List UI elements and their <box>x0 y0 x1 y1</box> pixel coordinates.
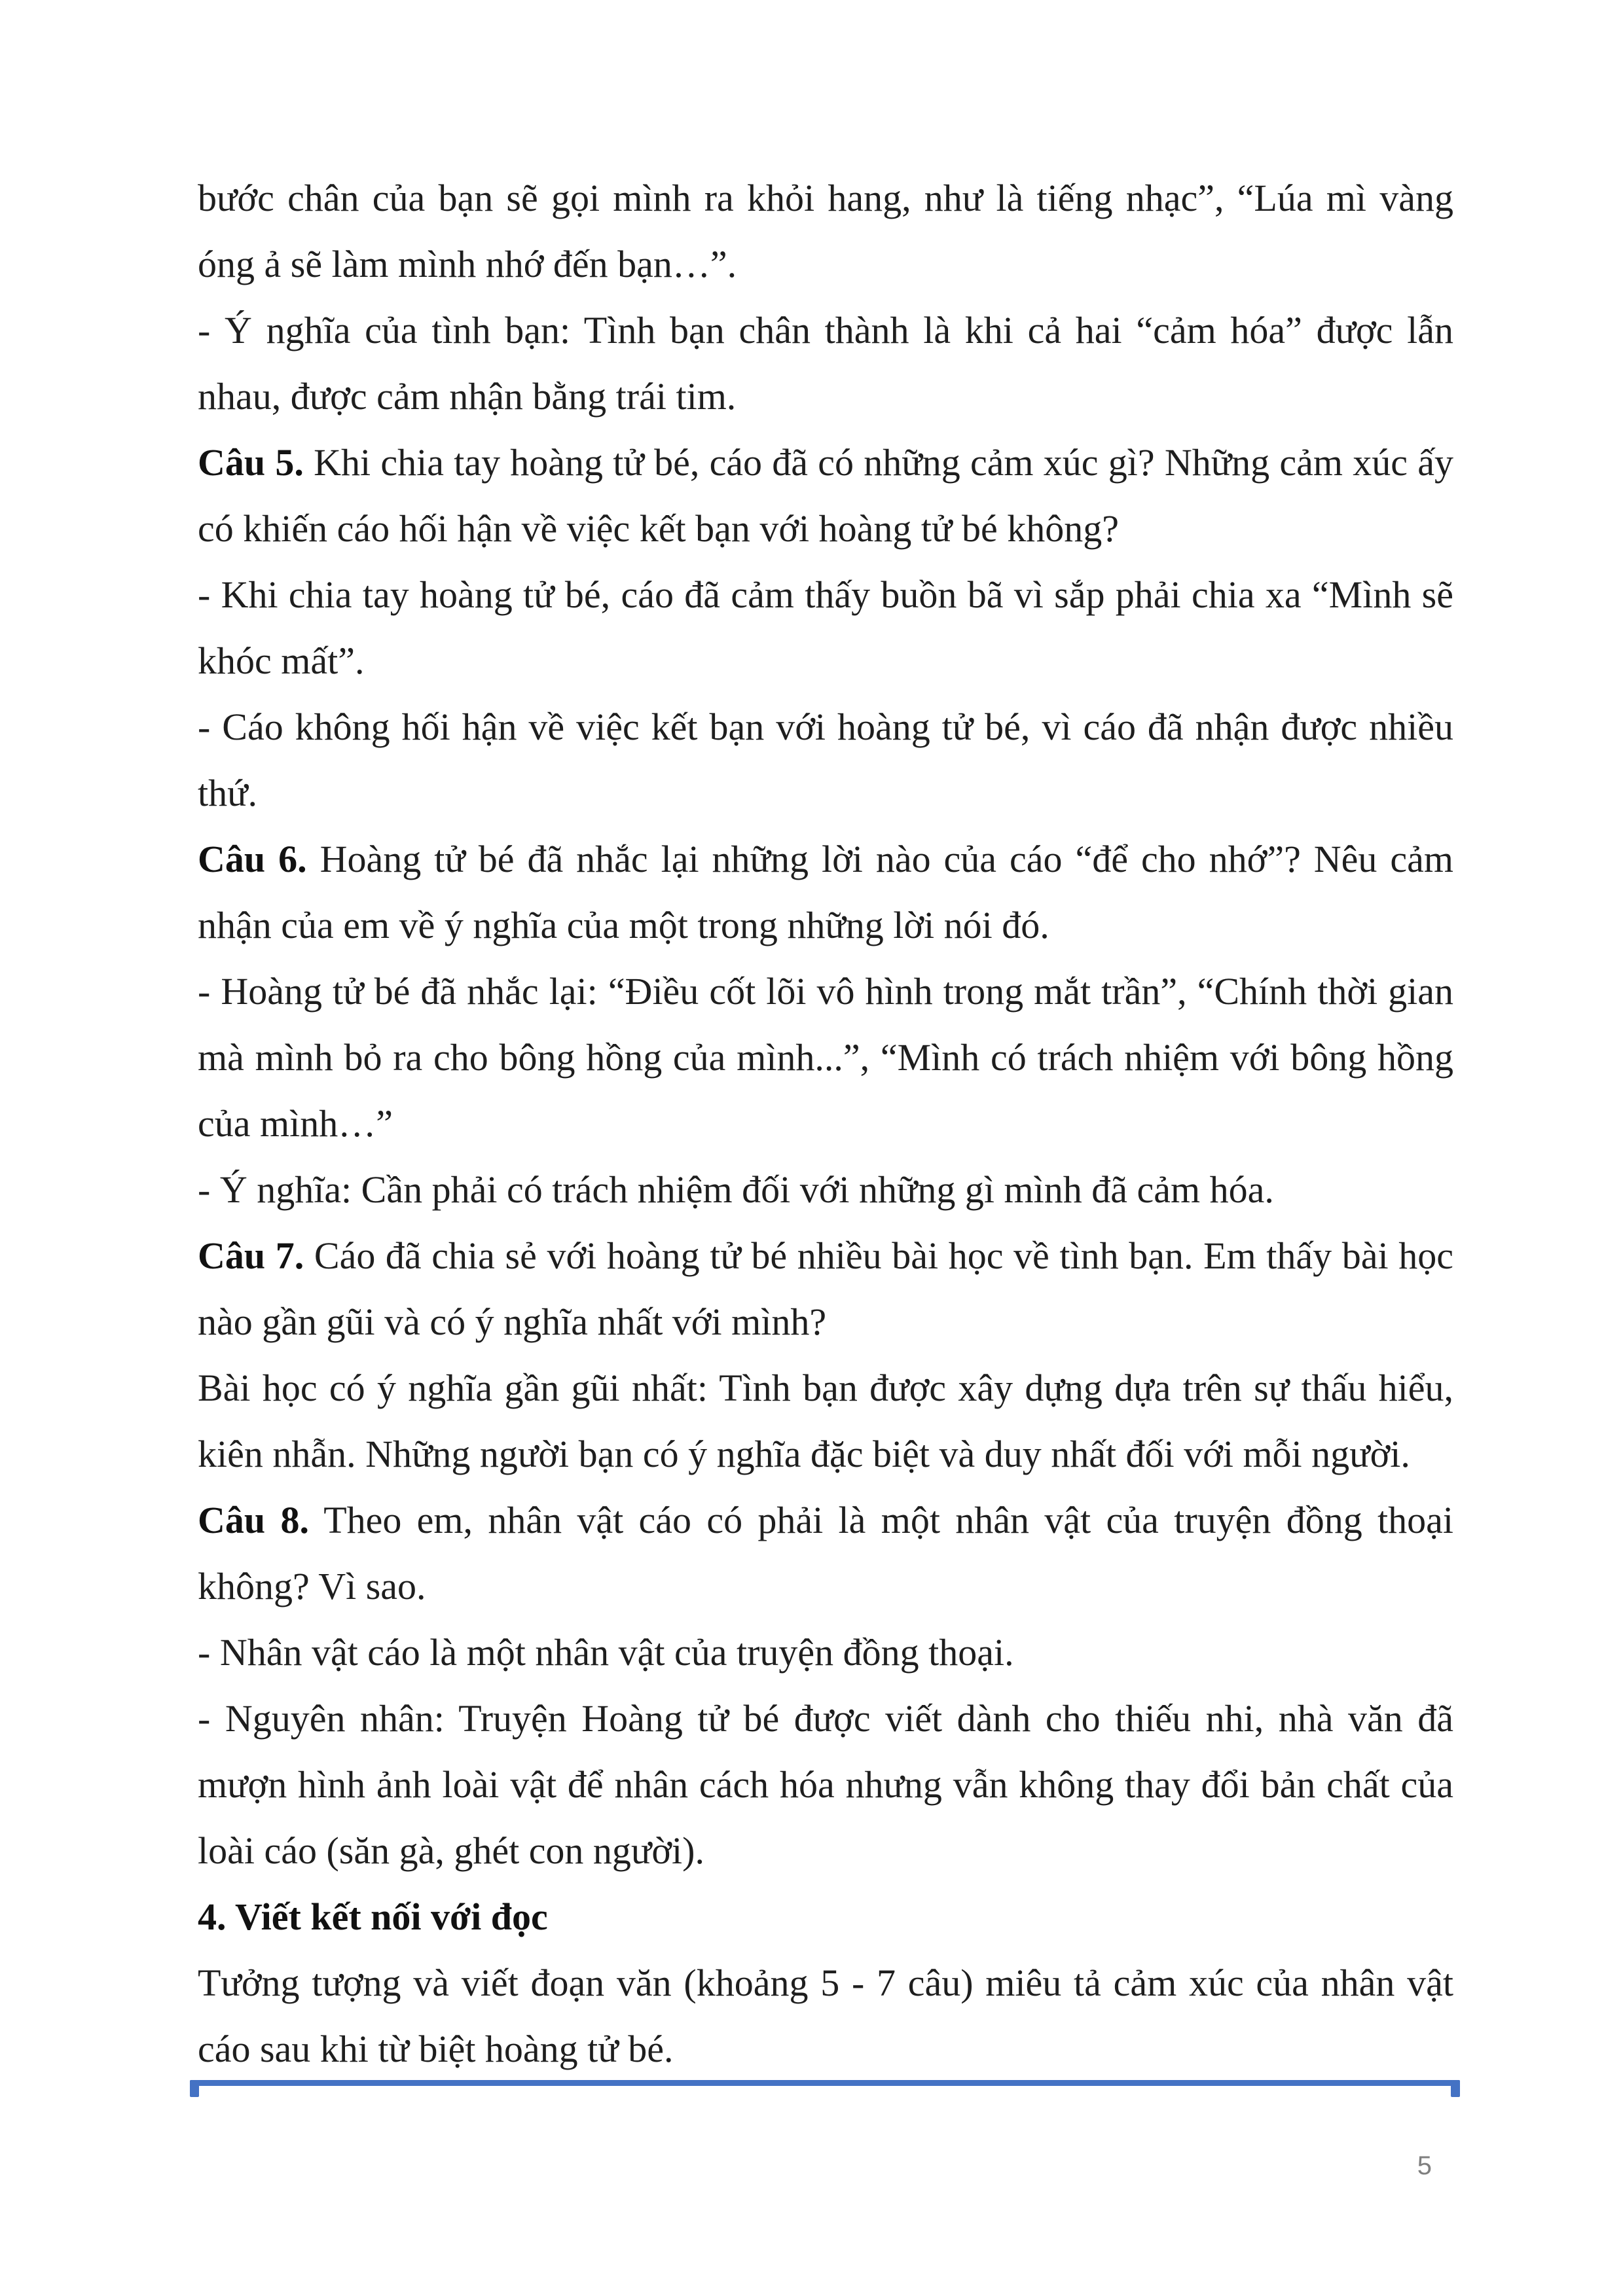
paragraph-text: bước chân của bạn sẽ gọi mình ra khỏi hang, như là tiếng nhạc”, “Lúa mì vàng óng ả sẽ làm mình nhớ đến bạn…”. <box>198 177 1453 285</box>
paragraph <box>198 1223 1453 1355</box>
paragraph-bold-lead: Câu 5. <box>198 441 304 484</box>
paragraph-text: - Hoàng tử bé đã nhắc lại: “Điều cốt lõi vô hình trong mắt trần”, “Chính thời gian mà mình bỏ ra cho bông hồng của mình...”, “Mình có trách nhiệm với bông hồng của mình…” <box>198 970 1453 1145</box>
paragraph-text: Hoàng tử bé đã nhắc lại những lời nào của cáo “để cho nhớ”? Nêu cảm nhận của em về ý nghĩa của một trong những lời nói đó. <box>198 838 1453 946</box>
page-number: 5 <box>1417 2151 1432 2180</box>
paragraph-text: Theo em, nhân vật cáo có phải là một nhân vật của truyện đồng thoại không? Vì sao. <box>198 1499 1453 1607</box>
footer-divider <box>190 2080 1460 2086</box>
paragraph <box>198 826 1453 958</box>
paragraph <box>198 165 1453 297</box>
paragraph <box>198 429 1453 562</box>
paragraph-text: - Cáo không hối hận về việc kết bạn với hoàng tử bé, vì cáo đã nhận được nhiều thứ. <box>198 706 1453 814</box>
paragraph <box>198 694 1453 826</box>
paragraph <box>198 297 1453 429</box>
document-body <box>198 165 1453 2082</box>
paragraph-text: - Khi chia tay hoàng tử bé, cáo đã cảm thấy buồn bã vì sắp phải chia xa “Mình sẽ khóc mất”. <box>198 573 1453 682</box>
paragraph-bold-lead: Câu 7. <box>198 1234 304 1277</box>
paragraph-text: Cáo đã chia sẻ với hoàng tử bé nhiều bài học về tình bạn. Em thấy bài học nào gần gũi và có ý nghĩa nhất với mình? <box>198 1234 1453 1343</box>
paragraph <box>198 562 1453 694</box>
paragraph-text: - Ý nghĩa của tình bạn: Tình bạn chân thành là khi cả hai “cảm hóa” được lẫn nhau, được cảm nhận bằng trái tim. <box>198 309 1453 418</box>
paragraph <box>198 1950 1453 2082</box>
paragraph <box>198 1685 1453 1884</box>
section-heading-text: 4. Viết kết nối với đọc <box>198 1895 548 1938</box>
paragraph-text: Bài học có ý nghĩa gần gũi nhất: Tình bạn được xây dựng dựa trên sự thấu hiểu, kiên nhẫn. Những người bạn có ý nghĩa đặc biệt và duy nhất đối với mỗi người. <box>198 1367 1453 1475</box>
paragraph-text: Khi chia tay hoàng tử bé, cáo đã có những cảm xúc gì? Những cảm xúc ấy có khiến cáo hối hận về việc kết bạn với hoàng tử bé không? <box>198 441 1453 550</box>
paragraph <box>198 1619 1453 1685</box>
paragraph <box>198 1487 1453 1619</box>
paragraph-text: Tưởng tượng và viết đoạn văn (khoảng 5 - 7 câu) miêu tả cảm xúc của nhân vật cáo sau khi từ biệt hoàng tử bé. <box>198 1962 1453 2070</box>
paragraph <box>198 1355 1453 1487</box>
paragraph-text: - Nhân vật cáo là một nhân vật của truyện đồng thoại. <box>198 1631 1014 1674</box>
paragraph-text: - Ý nghĩa: Cần phải có trách nhiệm đối với những gì mình đã cảm hóa. <box>198 1168 1274 1211</box>
paragraph <box>198 958 1453 1157</box>
paragraph <box>198 1157 1453 1223</box>
section-heading <box>198 1884 1453 1950</box>
paragraph-bold-lead: Câu 6. <box>198 838 307 880</box>
paragraph-text: - Nguyên nhân: Truyện Hoàng tử bé được viết dành cho thiếu nhi, nhà văn đã mượn hình ảnh loài vật để nhân cách hóa nhưng vẫn không thay đổi bản chất của loài cáo (săn gà, ghét con người). <box>198 1697 1453 1872</box>
paragraph-bold-lead: Câu 8. <box>198 1499 309 1541</box>
